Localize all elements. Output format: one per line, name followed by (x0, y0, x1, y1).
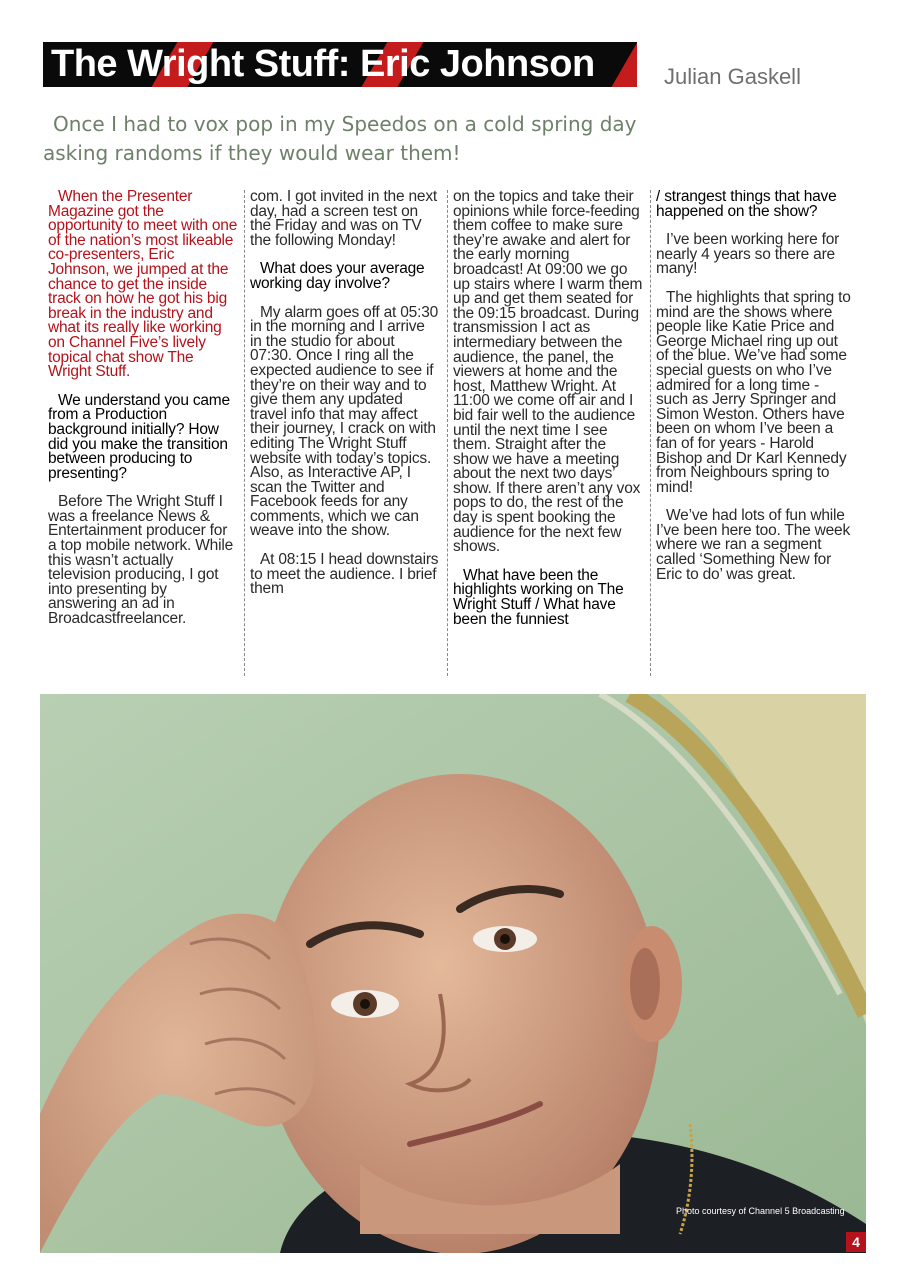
interview-question: We understand you came from a Production background initially? How did you make the transition between producing to presenting? (48, 391, 230, 482)
interview-answer: We’ve had lots of fun while I’ve been here too. The week where we ran a segment called ‘Something New for Eric to do’ was great. (656, 507, 851, 583)
column-3 (453, 190, 643, 676)
interview-answer: Before The Wright Stuff I was a freelance News & Entertainment producer for a top mobile network. While this wasn’t actually television producing, I got into presenting by answering an ad in Broadcastfreelancer. (48, 493, 233, 628)
column-divider (447, 190, 448, 676)
pull-quote: Once I had to vox pop in my Speedos on a cold spring day asking randoms if they would wear them! (43, 112, 637, 165)
interview-answer: I’ve been working here for nearly 4 years so there are many! (656, 231, 840, 278)
column-4 (656, 190, 852, 676)
interview-answer: on the topics and take their opinions while force-feeding them coffee to make sure they’re awake and alert for the early morning broadcast! At 09:00 we go up stairs where I warm them up and get them seated for the 09:15 broadcast. During transmission I act as intermediary between the audience, the panel, the viewers at home and the host, Matthew Wright. At 11:00 we come off air and I bid fair well to the audience until the next time I see them. Straight after the show we have a meeting about the next two days’ show. If there aren’t any vox pops to do, the rest of the day is spent booking the audience for the next few shows. (453, 190, 643, 556)
column-divider (244, 190, 245, 676)
interview-question: What does your average working day involve? (250, 260, 425, 292)
portrait-illustration (40, 694, 866, 1253)
title-stripe (603, 42, 637, 87)
interview-answer: com. I got invited in the next day, had a screen test on the Friday and was on TV the following Monday! (250, 190, 437, 249)
interview-answer: At 08:15 I head downstairs to meet the audience. I brief them (250, 551, 439, 598)
intro-paragraph: When the Presenter Magazine got the opportunity to meet with one of the nation’s most likeable co-presenters, Eric Johnson, we jumped at the chance to get the inside track on how he got his big break in the industry and what its really like working on Channel Five’s lively topical chat show The Wright Stuff. (48, 190, 238, 381)
portrait-photo (40, 694, 866, 1253)
article-title: The Wright Stuff: Eric Johnson (51, 43, 595, 85)
interview-question: / strangest things that have happened on the show? (656, 190, 837, 220)
column-2 (250, 190, 440, 676)
interview-answer: The highlights that spring to mind are the shows where people like Katie Price and George Michael ring up out of the blue. We’ve had some special guests on who I’ve admired for a long time - such as Jerry Springer and Simon Weston. Others have been on whom I’ve been a fan of for years - Harold Bishop and Dr Karl Kennedy from Neighbours spring to mind! (656, 288, 851, 496)
page-number: 4 (846, 1232, 866, 1252)
photo-credit: Photo courtesy of Channel 5 Broadcasting (676, 1206, 845, 1216)
title-banner (43, 42, 637, 87)
column-1 (48, 190, 238, 676)
article-body (48, 190, 854, 676)
interview-answer: My alarm goes off at 05:30 in the morning and I arrive in the studio for about 07:30. Once I ring all the expected audience to see if they’re on their way and to give them any updated travel info that may affect their journey, I crack on with editing The Wright Stuff website with today’s topics. Also, as Interactive AP, I scan the Twitter and Facebook feeds for any comments, which we can weave into the show. (250, 303, 439, 540)
column-divider (650, 190, 651, 676)
interview-question: What have been the highlights working on The Wright Stuff / What have been the funniest (453, 566, 624, 628)
author-name: Julian Gaskell (664, 64, 801, 89)
